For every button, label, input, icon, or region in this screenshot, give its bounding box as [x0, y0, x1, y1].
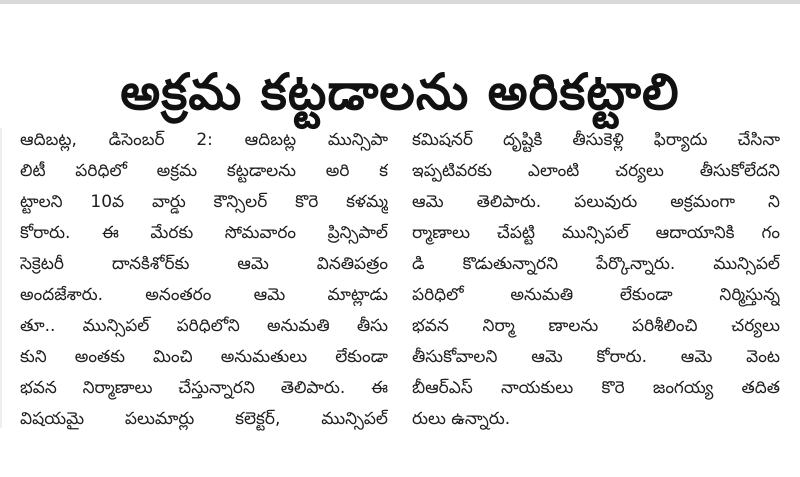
article-body — [20, 125, 780, 435]
article-line: కమిషనర్ దృష్టికి తీసుకెళ్లి ఫిర్యాదు చేసినా — [412, 130, 780, 150]
article-line: ట్టాలని 10వ వార్డు కౌన్సిలర్ కొరె కళమ్మ — [20, 192, 388, 212]
article-line: తీసుకోవాలని ఆమె కోరారు. ఆమె వెంట — [412, 347, 780, 367]
article-line: ఆమె తెలిపారు. పలువురు అక్రమంగా ని — [412, 192, 780, 212]
article-line: లిటీ పరిధిలో అక్రమ కట్టడాలను అరి క — [20, 161, 388, 181]
article-line: ర్మాణాలు చేపట్టి మున్సిపల్ ఆదాయానికి గం — [412, 223, 780, 243]
article-line: సెక్రెటరీ దానకిశోర్‌కు ఆమె వినతిపత్రం — [20, 254, 388, 274]
article-line: భవన నిర్మా ణాలను పరిశీలించి చర్యలు — [412, 316, 780, 336]
article-headline: అక్రమ కట్టడాలను అరికట్టాలి — [120, 62, 680, 121]
article-line: కోరారు. ఈ మేరకు సోమవారం ప్రిన్సిపాల్ — [20, 223, 388, 243]
article-line: భవన నిర్మాణాలు చేస్తున్నారని తెలిపారు. ఈ — [20, 378, 388, 398]
article-line: రులు ఉన్నారు. — [412, 409, 511, 429]
article-line: ఆదిబట్ల, డిసెంబర్ 2: ఆదిబట్ల మున్సిపా — [20, 130, 388, 150]
article-line: బీఆర్ఎస్ నాయకులు కొరె జంగయ్య తదిత — [412, 378, 780, 398]
article-line: విషయమై పలుమార్లు కలెక్టర్, మున్సిపల్ — [20, 409, 388, 429]
article-line: డి కొడుతున్నారని పేర్కొన్నారు. మున్సిపల్ — [412, 254, 780, 274]
article-column-right — [412, 125, 780, 435]
article-line: తూ.. మున్సిపల్ పరిధిలోని అనుమతి తీసు — [20, 316, 388, 336]
article-line: అందజేశారు. అనంతరం ఆమె మాట్లాడు — [20, 285, 388, 305]
article-column-left — [20, 125, 388, 435]
left-column-edge — [0, 128, 2, 428]
article-line: ఇప్పటివరకు ఎలాంటి చర్యలు తీసుకోలేదని — [412, 161, 780, 181]
top-divider — [0, 0, 800, 4]
article-line: పరిధిలో అనుమతి లేకుండా నిర్మిస్తున్న — [412, 285, 780, 305]
article-line: కుని అంతకు మించి అనుమతులు లేకుండా — [20, 347, 388, 367]
